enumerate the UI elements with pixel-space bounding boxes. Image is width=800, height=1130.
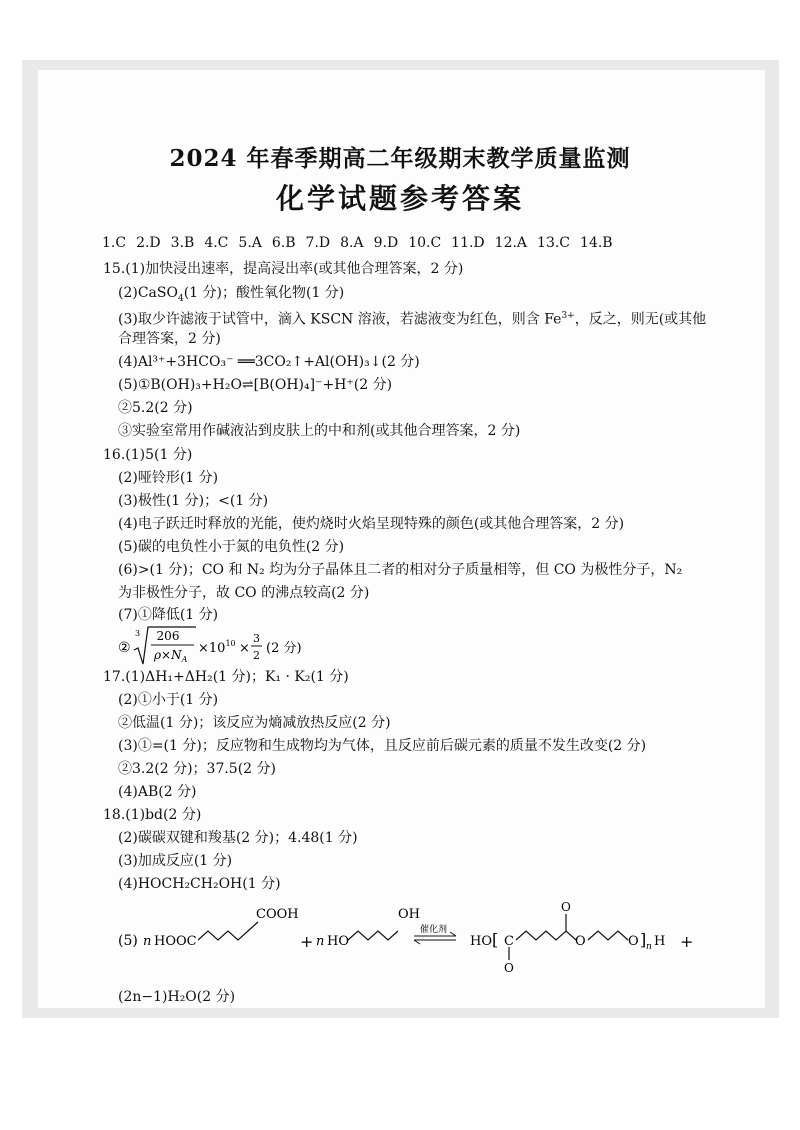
carbonyl-o-2: O	[561, 900, 571, 914]
q18-line-2: (2)碳碳双键和羧基(2 分)；4.48(1 分)	[118, 830, 358, 846]
q15-line-4: (4)Al³⁺+3HCO₃⁻ ══3CO₂↑+Al(OH)₃↓(2 分)	[118, 354, 420, 370]
cooh-group: COOH	[256, 907, 299, 922]
mc-answer: 8.A	[340, 235, 364, 251]
product-carbonyl-c: C	[504, 934, 514, 949]
q16-line-6: (6)>(1 分)；CO 和 N₂ 均为分子晶体且二者的相对分子质量相等，但 CO 为极性分子，N₂	[118, 562, 683, 578]
q16-line-3: (3)极性(1 分)；<(1 分)	[118, 493, 269, 509]
end-h: H	[654, 934, 666, 949]
q17-line-6: (4)AB(2 分)	[118, 784, 197, 800]
coef-n-2: n	[316, 934, 325, 949]
q16-line-5: (5)碳的电负性小于氮的电负性(2 分)	[118, 539, 345, 555]
hooc-group: HOOC	[154, 934, 197, 949]
bracket-right: ]	[640, 930, 647, 949]
ester-oxygen: O	[575, 934, 586, 949]
ho-group: HO	[327, 934, 349, 949]
frac-denominator: 2	[253, 649, 260, 662]
q15-line-6: ②5.2(2 分)	[118, 400, 193, 416]
q16-line-7: 为非极性分子，故 CO 的沸点较高(2 分)	[118, 585, 370, 601]
mc-answer: 12.A	[494, 235, 528, 251]
plus-sign-2: +	[680, 932, 694, 951]
product-ho: HO	[470, 934, 492, 949]
mc-answer: 13.C	[537, 235, 571, 251]
q15-line-2: (2)CaSO$_4$(1 分)；酸性氧化物(1 分)	[118, 285, 345, 304]
q17-line-4: (3)①=(1 分)；反应物和生成物均为气体，且反应前后碳元素的质量不发生改变(2 分)	[118, 738, 647, 754]
catalyst-label: 催化剂	[420, 925, 448, 935]
q15-line-3-cont: 合理答案，2 分)	[118, 331, 221, 347]
mc-answer: 9.D	[373, 235, 399, 251]
end-oxygen: O	[628, 934, 639, 949]
power-term: $\times 10^{10}$	[198, 639, 236, 656]
q17-line-2: (2)①小于(1 分)	[118, 692, 219, 708]
q18-line-3: (3)加成反应(1 分)	[118, 853, 233, 869]
reaction-label: (5)	[118, 933, 138, 949]
q18-line-1: 18.(1)bd(2 分)	[103, 807, 202, 823]
carbonyl-o-1: O	[504, 961, 514, 975]
mc-answer: 10.C	[408, 235, 442, 251]
formula-prefix: ②	[118, 640, 131, 656]
mc-answer: 6.B	[271, 235, 296, 251]
q15-line-1: 15.(1)加快浸出速率，提高浸出率(或其他合理答案，2 分)	[103, 261, 464, 277]
q16-line-8: (7)①降低(1 分)	[118, 607, 219, 623]
answer-key-title: 化学试题参考答案	[275, 182, 524, 215]
root-index: 3	[135, 629, 141, 638]
q16-line-4: (4)电子跃迁时释放的光能，使灼烧时火焰呈现特殊的颜色(或其他合理答案，2 分)	[118, 516, 625, 532]
root-numerator: 206	[156, 629, 180, 643]
frac-numerator: 3	[253, 632, 260, 645]
repeat-n: n	[646, 942, 652, 952]
mc-answer: 4.C	[204, 235, 229, 251]
bracket-left: [	[492, 930, 499, 949]
exam-title: 2024 年春季期高二年级期末教学质量监测	[169, 145, 631, 172]
mc-answer: 5.A	[238, 235, 262, 251]
coef-n-1: n	[143, 934, 152, 949]
q17-line-5: ②3.2(2 分)；37.5(2 分)	[118, 761, 276, 777]
multiple-choice-answers	[102, 235, 623, 251]
q15-line-7: ③实验室常用作碱液沾到皮肤上的中和剂(或其他合理答案，2 分)	[118, 423, 521, 439]
mc-answer: 2.D	[136, 235, 161, 251]
q17-line-3: ②低温(1 分)；该反应为熵减放热反应(2 分)	[118, 715, 391, 731]
oh-group: OH	[398, 907, 420, 922]
q15-line-5: (5)①B(OH)₃+H₂O⇌[B(OH)₄]⁻+H⁺(2 分)	[118, 377, 393, 393]
q18-line-4: (4)HOCH₂CH₂OH(1 分)	[118, 876, 281, 892]
formula-score: (2 分)	[266, 641, 302, 656]
q15-line-3: (3)取少许滤液于试管中，滴入 KSCN 溶液，若滤液变为红色，则含 $Fe^{3+}$，反之，则无(或其他	[118, 311, 707, 328]
plus-sign-1: +	[300, 932, 314, 951]
q16-line-1: 16.(1)5(1 分)	[103, 447, 193, 463]
mc-answer: 7.D	[305, 235, 331, 251]
cube-root-formula	[118, 624, 318, 668]
mc-answer: 3.B	[170, 235, 195, 251]
q16-line-2: (2)哑铃形(1 分)	[118, 470, 219, 486]
mc-answer: 11.D	[451, 235, 485, 251]
mc-answer: 14.B	[580, 235, 613, 251]
root-denominator: $\rho\times N_A$	[154, 648, 188, 664]
times-sign: ×	[239, 641, 250, 656]
mc-answer: 1.C	[102, 235, 127, 251]
q18-line-6: (2n−1)H₂O(2 分)	[118, 989, 236, 1005]
q17-line-1: 17.(1)ΔH₁+ΔH₂(1 分)；K₁ · K₂(1 分)	[103, 669, 349, 685]
